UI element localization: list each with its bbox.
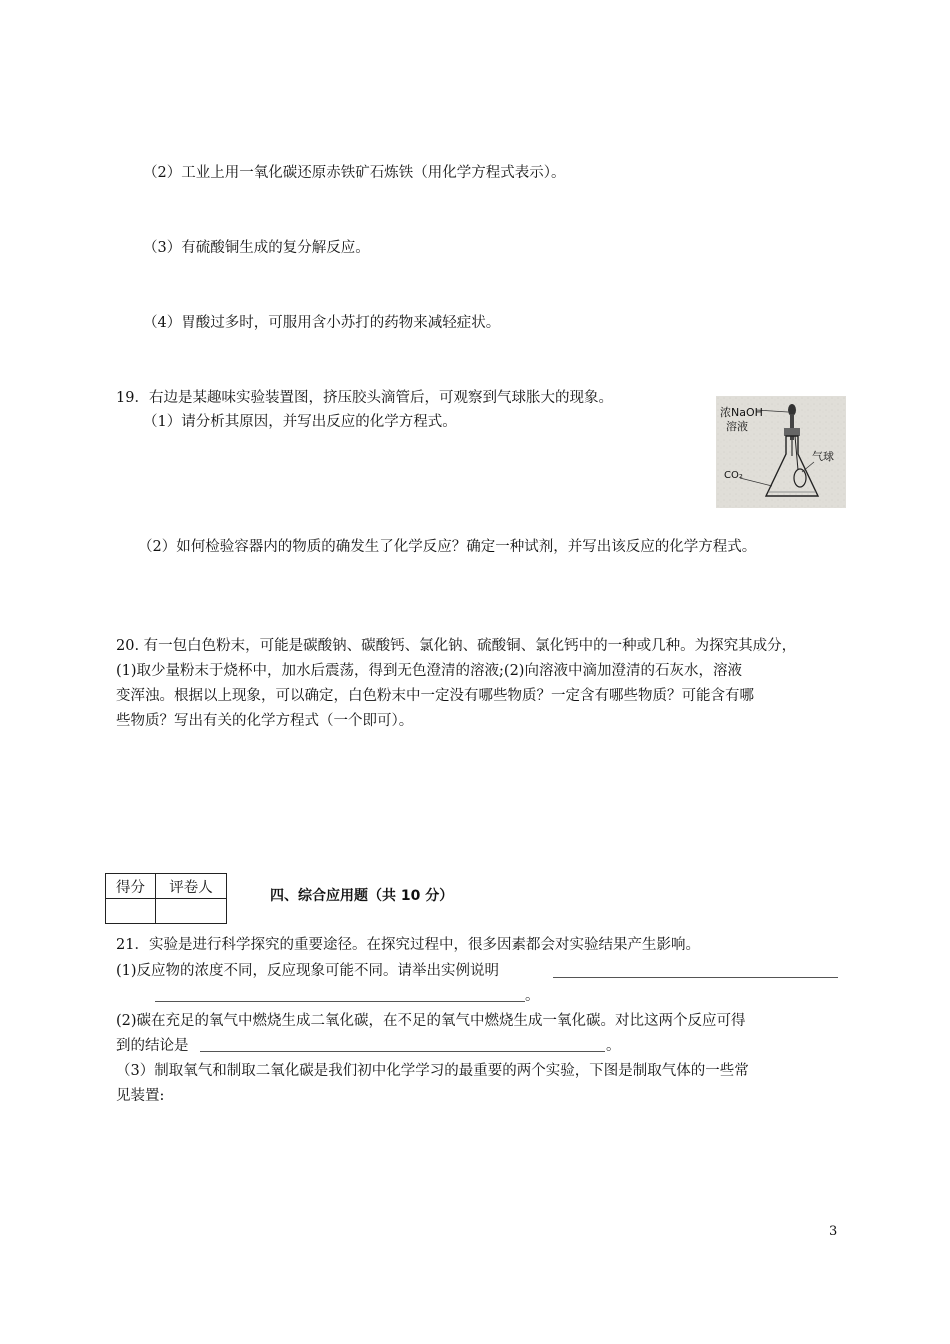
score-table xyxy=(105,873,227,924)
label-co2: CO₂ xyxy=(724,470,743,481)
q21-part2-line2: 到的结论是 xyxy=(116,1038,189,1054)
q21-part1-blank-2[interactable] xyxy=(155,1001,525,1002)
q18-part4: （4）胃酸过多时，可服用含小苏打的药物来减轻症状。 xyxy=(143,315,501,331)
q18-part2: （2）工业上用一氧化碳还原赤铁矿石炼铁（用化学方程式表示）。 xyxy=(143,165,566,181)
q21-part1: (1)反应物的浓度不同，反应现象可能不同。请举出实例说明 xyxy=(116,963,500,979)
q20-line1: 20. 有一包白色粉末，可能是碳酸钠、碳酸钙、氯化钠、硫酸铜、氯化钙中的一种或几种。为探究其成分， xyxy=(116,638,797,654)
apparatus-figure xyxy=(716,396,846,508)
q20-line2: (1)取少量粉末于烧杯中，加水后震荡，得到无色澄清的溶液;(2)向溶液中滴加澄清的石灰水，溶液 xyxy=(116,663,742,679)
page-number: 3 xyxy=(829,1224,838,1239)
label-balloon: 气球 xyxy=(812,450,834,463)
q21-part2-blank[interactable] xyxy=(200,1051,605,1052)
score-header: 得分 xyxy=(106,874,156,899)
section-4-title: 四、综合应用题（共 10 分） xyxy=(270,888,454,904)
q19-part2: （2）如何检验容器内的物质的确发生了化学反应？确定一种试剂，并写出该反应的化学方程式。 xyxy=(138,539,757,555)
q18-part3: （3）有硫酸铜生成的复分解反应。 xyxy=(143,240,370,256)
grader-cell[interactable] xyxy=(156,899,227,924)
q19-stem: 19．右边是某趣味实验装置图，挤压胶头滴管后，可观察到气球胀大的现象。 xyxy=(116,390,613,406)
q21-part1-end: 。 xyxy=(525,988,540,1004)
q21-part2-line1: (2)碳在充足的氧气中燃烧生成二氧化碳，在不足的氧气中燃烧生成一氧化碳。对比这两个反应可得 xyxy=(116,1013,746,1029)
q21-part3-line2: 见装置: xyxy=(116,1088,165,1104)
label-naoh: 浓NaOH xyxy=(720,406,763,419)
q20-line4: 些物质？写出有关的化学方程式（一个即可）。 xyxy=(116,713,414,729)
q19-part1: （1）请分析其原因，并写出反应的化学方程式。 xyxy=(143,414,457,430)
q21-part2-end: 。 xyxy=(606,1038,621,1054)
score-cell[interactable] xyxy=(106,899,156,924)
q21-part1-blank[interactable] xyxy=(553,977,838,978)
q21-part3-line1: （3）制取氧气和制取二氧化碳是我们初中化学学习的最重要的两个实验，下图是制取气体的一些常 xyxy=(116,1063,749,1079)
q21-stem: 21．实验是进行科学探究的重要途径。在探究过程中，很多因素都会对实验结果产生影响。 xyxy=(116,937,700,953)
label-solution: 溶液 xyxy=(726,420,748,433)
grader-header: 评卷人 xyxy=(156,874,227,899)
q20-line3: 变浑浊。根据以上现象，可以确定，白色粉末中一定没有哪些物质？一定含有哪些物质？可能含有哪 xyxy=(116,688,754,704)
